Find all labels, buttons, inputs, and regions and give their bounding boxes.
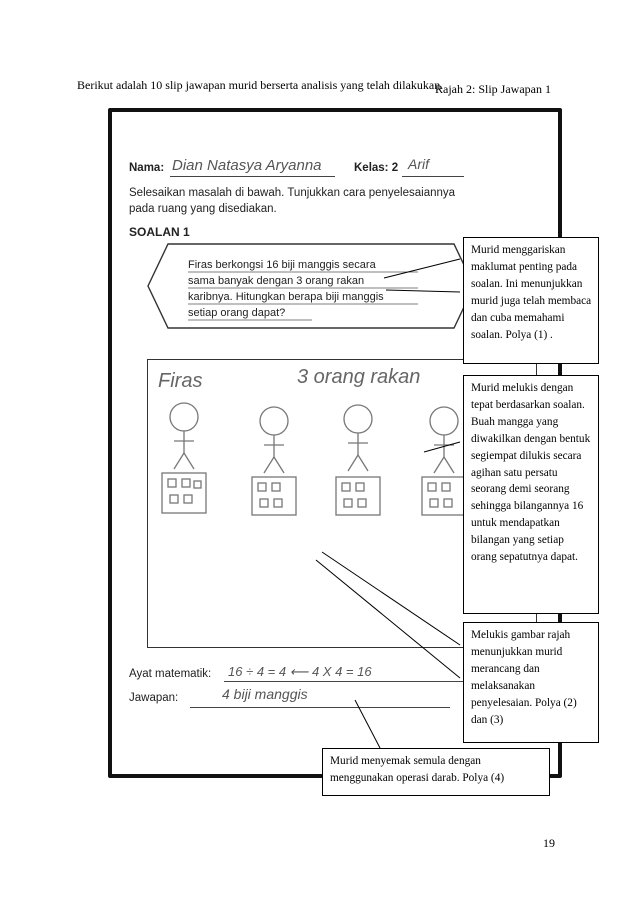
question-line-3: karibnya. Hitungkan berapa biji manggis bbox=[188, 291, 384, 303]
intro-text: Berikut adalah 10 slip jawapan murid berserta analisis yang telah dilakukan. bbox=[77, 78, 444, 92]
page-number: 19 bbox=[543, 836, 555, 850]
question-line-2: sama banyak dengan 3 orang rakan bbox=[188, 275, 365, 287]
jawapan-label: Jawapan: bbox=[129, 692, 179, 704]
figure-caption: Rajah 2: Slip Jawapan 1 bbox=[435, 82, 551, 96]
kelas-value: Arif bbox=[408, 156, 429, 172]
nama-label: Nama: bbox=[129, 162, 165, 174]
callout-drawing-analysis: Murid melukis dengan tepat berdasarkan soalan. Buah mangga yang diwakilkan dengan bentuk segiempat dilukis secara agihan satu persatu seorang demi seorang sehingga bilangannya 16 untuk mendapatkan bilangan yang setiap orang sepatutnya dapat. bbox=[463, 375, 599, 614]
kelas-label: Kelas: 2 bbox=[354, 162, 399, 174]
ayat-value: 16 ÷ 4 = 4 ⟵ 4 X 4 = 16 bbox=[228, 664, 372, 679]
instruction-line-2: pada ruang yang disediakan. bbox=[129, 203, 277, 215]
ayat-label: Ayat matematik: bbox=[129, 668, 212, 680]
callout-underline-analysis: Murid menggariskan maklumat penting pada soalan. Ini menunjukkan murid juga telah membaca dan cuba memahami soalan. Polya (1) . bbox=[463, 237, 599, 364]
question-line-4: setiap orang dapat? bbox=[188, 307, 286, 319]
drawing-label-firas: Firas bbox=[158, 370, 203, 392]
nama-value: Dian Natasya Aryanna bbox=[172, 157, 322, 174]
soalan-title: SOALAN 1 bbox=[129, 225, 190, 239]
drawing-label-rakan: 3 orang rakan bbox=[297, 366, 421, 388]
callout-plan-analysis: Melukis gambar rajah menunjukkan murid merancang dan melaksanakan penyelesaian. Polya (2) dan (3) bbox=[463, 622, 599, 743]
callout-check-analysis: Murid menyemak semula dengan menggunakan operasi darab. Polya (4) bbox=[322, 748, 550, 796]
jawapan-value: 4 biji manggis bbox=[222, 686, 308, 702]
question-line-1: Firas berkongsi 16 biji manggis secara bbox=[188, 259, 376, 271]
instruction-line-1: Selesaikan masalah di bawah. Tunjukkan cara penyelesaiannya bbox=[129, 187, 456, 199]
